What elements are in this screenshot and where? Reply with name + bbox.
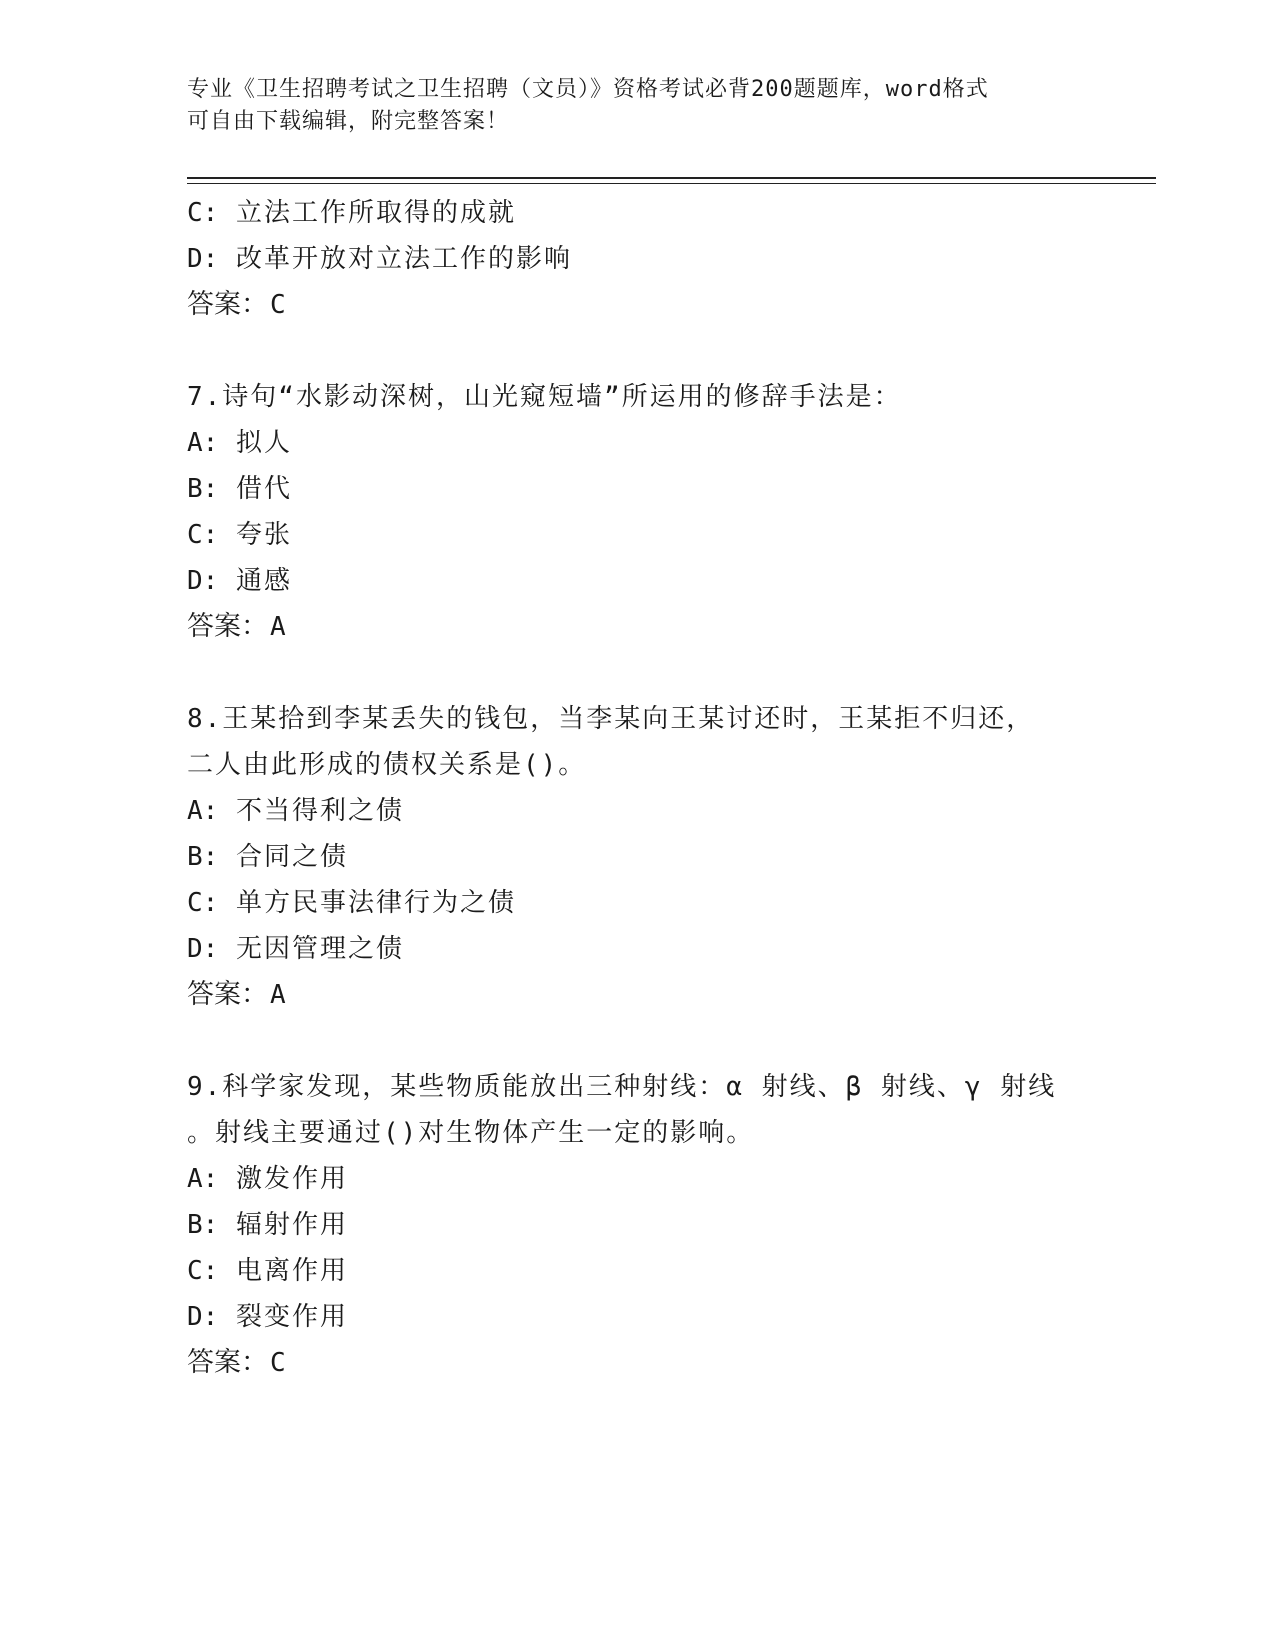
question-stem: 9.科学家发现，某些物质能放出三种射线：α 射线、β 射线、γ 射线 [187, 1072, 1057, 1102]
option-c: C: 立法工作所取得的成就 [187, 198, 516, 228]
answer-line: 答案：C [187, 289, 288, 320]
option-b: B: 借代 [187, 474, 292, 504]
header-rule-thin [187, 183, 1156, 184]
answer-value: C [270, 290, 288, 320]
answer-line: 答案：C [187, 1347, 288, 1378]
spacer [187, 1018, 1156, 1064]
answer-line: 答案：A [187, 611, 288, 642]
option-d: D: 裂变作用 [187, 1302, 348, 1332]
question-stem-continued: 。射线主要通过()对生物体产生一定的影响。 [187, 1118, 755, 1148]
document-header [187, 74, 1087, 138]
option-b: B: 合同之债 [187, 842, 348, 872]
question-stem: 8.王某拾到李某丢失的钱包，当李某向王某讨还时，王某拒不归还， [187, 704, 1035, 734]
spacer [187, 650, 1156, 696]
option-a: A: 拟人 [187, 428, 292, 458]
option-b: B: 辐射作用 [187, 1210, 348, 1240]
question-stem-continued: 二人由此形成的债权关系是()。 [187, 750, 587, 780]
header-title-line-2: 可自由下载编辑，附完整答案！ [187, 109, 510, 134]
option-c: C: 单方民事法律行为之债 [187, 888, 516, 918]
option-a: A: 激发作用 [187, 1164, 348, 1194]
option-c: C: 电离作用 [187, 1256, 348, 1286]
answer-value: C [270, 1348, 288, 1378]
question-list [187, 190, 1156, 1386]
option-d: D: 通感 [187, 566, 292, 596]
option-a: A: 不当得利之债 [187, 796, 404, 826]
answer-line: 答案：A [187, 979, 288, 1010]
answer-value: A [270, 980, 288, 1010]
header-rule-thick [187, 177, 1156, 179]
question-7 [187, 374, 1156, 650]
answer-value: A [270, 612, 288, 642]
question-9 [187, 1064, 1156, 1386]
question-stem: 7.诗句“水影动深树，山光窥短墙”所运用的修辞手法是： [187, 382, 902, 412]
prev-question-tail [187, 190, 1156, 328]
spacer [187, 328, 1156, 374]
option-d: D: 改革开放对立法工作的影响 [187, 244, 572, 274]
option-c: C: 夸张 [187, 520, 292, 550]
question-8 [187, 696, 1156, 1018]
option-d: D: 无因管理之债 [187, 934, 404, 964]
header-title-line-1: 专业《卫生招聘考试之卫生招聘（文员）》资格考试必背200题题库，word格式 [187, 77, 989, 102]
